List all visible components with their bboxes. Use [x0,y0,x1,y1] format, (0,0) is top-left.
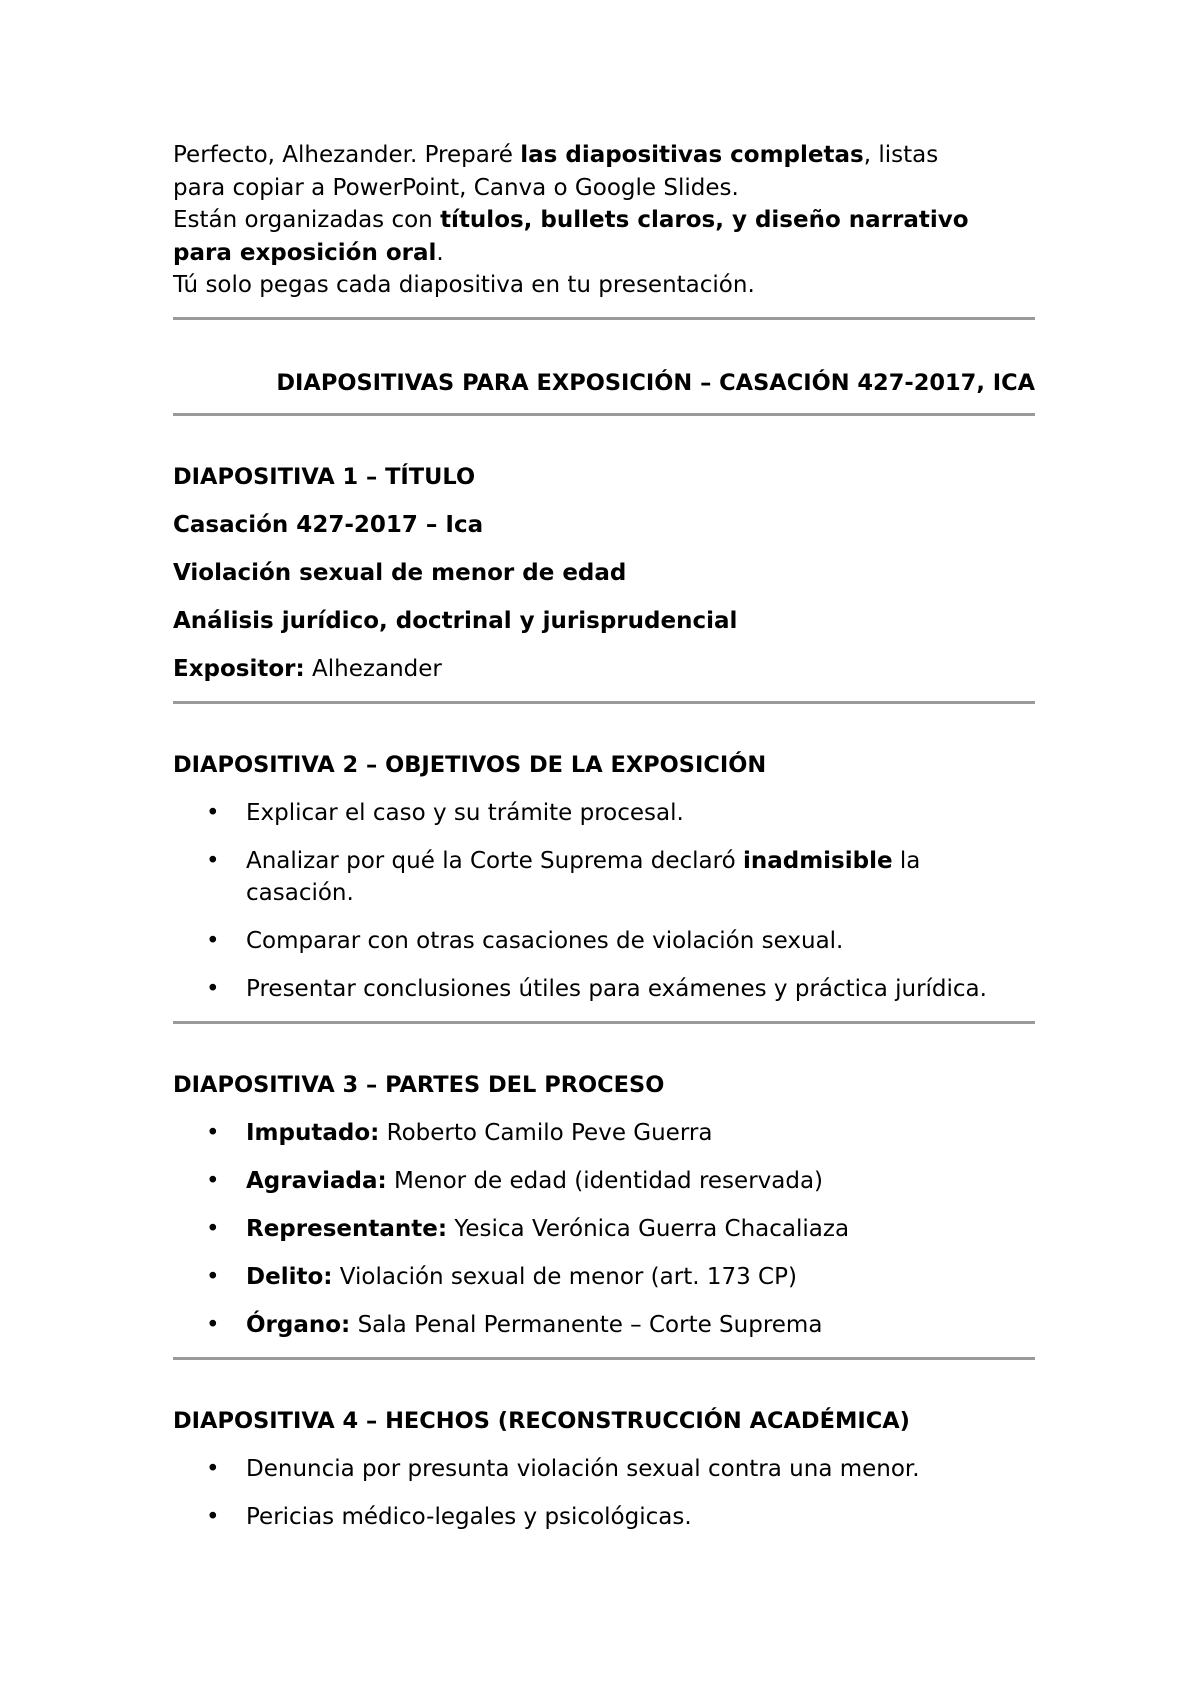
intro-line-2: para copiar a PowerPoint, Canva o Google Slides. [173,174,739,201]
intro-line-4: para exposición oral. [173,239,444,266]
slide-1-line-1: Casación 427-2017 – Ica [173,511,484,538]
slide-1-line-2: Violación sexual de menor de edad [173,559,627,586]
list-item: • Imputado: Roberto Camilo Peve Guerra [173,1117,1035,1149]
bullet-icon: • [206,847,220,874]
bullet-icon: • [206,1311,220,1338]
divider [173,413,1035,416]
document-body [173,139,1035,1533]
bullet-icon: • [206,1119,220,1146]
list-item: • Agraviada: Menor de edad (identidad reservada) [173,1165,1035,1197]
divider [173,1021,1035,1024]
slide-1-line-3: Análisis jurídico, doctrinal y jurisprudencial [173,607,738,634]
bullet-icon: • [206,975,220,1002]
slide-3-bullet-list [173,1117,1035,1341]
bullet-icon: • [206,799,220,826]
slide-4-title: DIAPOSITIVA 4 – HECHOS (RECONSTRUCCIÓN ACADÉMICA) [173,1407,910,1434]
list-item: • Órgano: Sala Penal Permanente – Corte Suprema [173,1309,1035,1341]
bullet-icon: • [206,927,220,954]
intro-line-1: Perfecto, Alhezander. Preparé las diapositivas completas, listas [173,142,939,168]
bullet-icon: • [206,1167,220,1194]
slide-1-expositor: Expositor: Alhezander [173,655,442,682]
intro-paragraph [173,139,1035,302]
list-item: • Presentar conclusiones útiles para exámenes y práctica jurídica. [173,973,1035,1005]
divider [173,317,1035,320]
page-title: DIAPOSITIVAS PARA EXPOSICIÓN – CASACIÓN 427-2017, ICA [276,369,1035,396]
list-item: • Comparar con otras casaciones de violación sexual. [173,925,1035,957]
list-item: • Analizar por qué la Corte Suprema declaró inadmisible la casación. [173,845,1035,909]
list-item: • Explicar el caso y su trámite procesal. [173,797,1035,829]
bullet-icon: • [206,1455,220,1482]
slide-2-bullet-list [173,797,1035,1005]
intro-line-3: Están organizadas con títulos, bullets claros, y diseño narrativo [173,207,969,233]
list-item: • Representante: Yesica Verónica Guerra Chacaliaza [173,1213,1035,1245]
slide-3-section [173,1069,1035,1360]
divider [173,1357,1035,1360]
divider [173,701,1035,704]
bullet-icon: • [206,1503,220,1530]
bullet-icon: • [206,1215,220,1242]
slide-1-title: DIAPOSITIVA 1 – TÍTULO [173,463,476,490]
list-item: • Pericias médico-legales y psicológicas. [173,1501,1035,1533]
slide-2-title: DIAPOSITIVA 2 – OBJETIVOS DE LA EXPOSICIÓN [173,751,767,778]
slide-1-section [173,461,1035,704]
slide-4-bullet-list [173,1453,1035,1533]
bullet-icon: • [206,1263,220,1290]
list-item: • Denuncia por presunta violación sexual contra una menor. [173,1453,1035,1485]
list-item: • Delito: Violación sexual de menor (art. 173 CP) [173,1261,1035,1293]
slide-3-title: DIAPOSITIVA 3 – PARTES DEL PROCESO [173,1071,665,1098]
intro-line-5: Tú solo pegas cada diapositiva en tu presentación. [173,272,755,298]
slide-4-section [173,1405,1035,1533]
slide-2-section [173,749,1035,1024]
